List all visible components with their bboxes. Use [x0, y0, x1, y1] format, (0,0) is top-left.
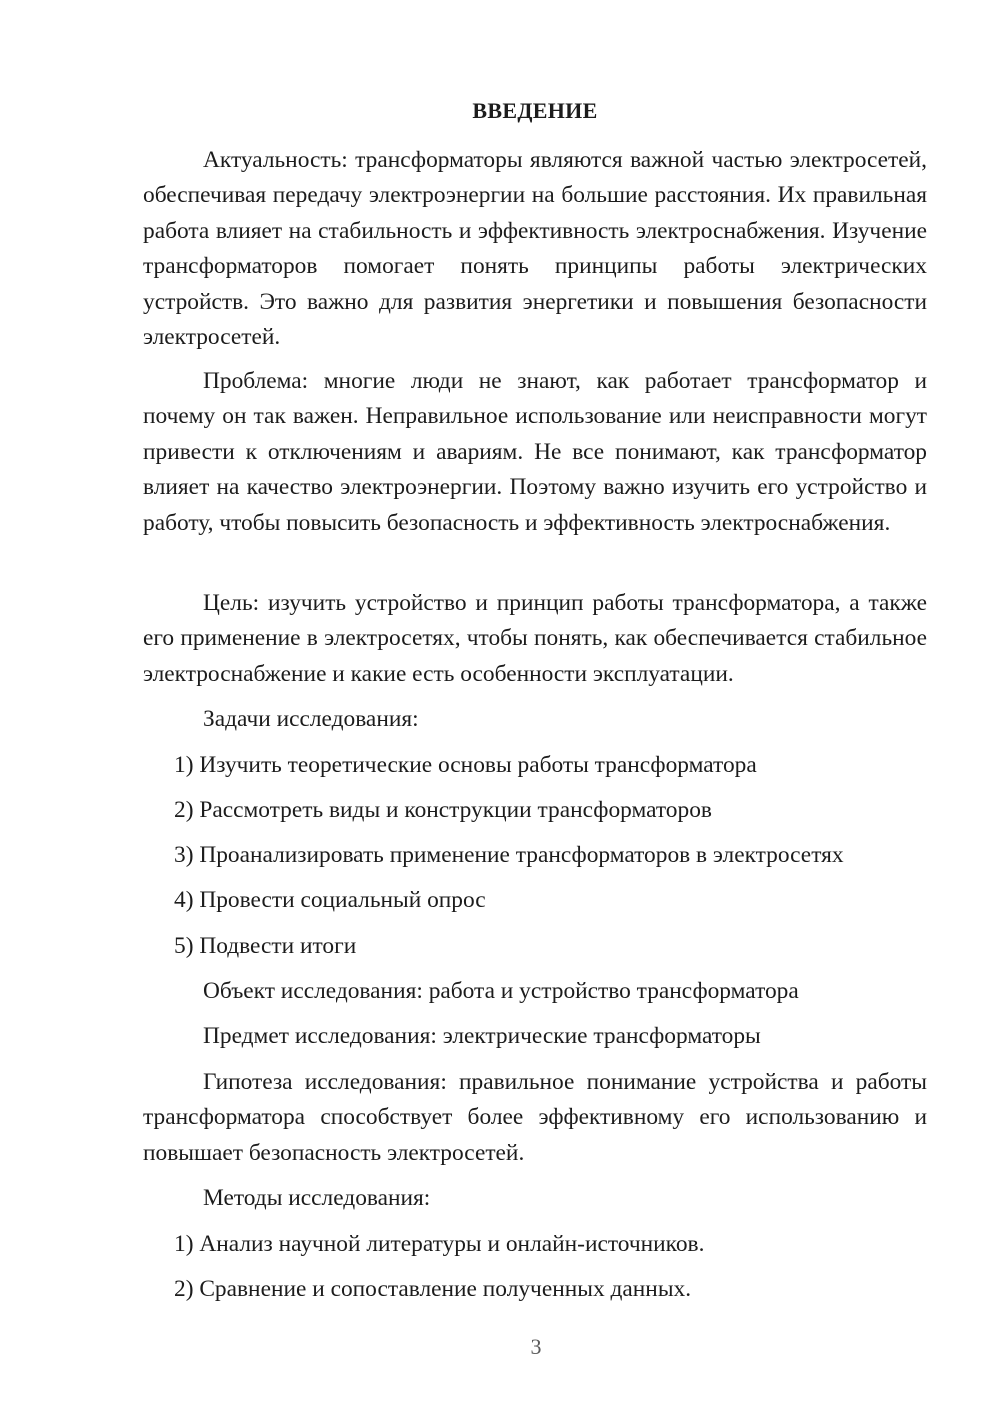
goal-paragraph: Цель: изучить устройство и принцип работы трансформатора, а также его применение в электросетях, чтобы понять, как обеспечивается стабильное электроснабжение и какие есть особенности эксплуатации.: [143, 590, 927, 687]
task-item: 3) Проанализировать применение трансформаторов в электросетях: [174, 842, 844, 868]
research-object: Объект исследования: работа и устройство трансформатора: [203, 978, 799, 1004]
tasks-heading: Задачи исследования:: [203, 706, 419, 732]
page-title: ВВЕДЕНИЕ: [472, 98, 598, 123]
page-number: 3: [530, 1334, 542, 1359]
method-item: 1) Анализ научной литературы и онлайн-источников.: [174, 1231, 705, 1257]
methods-heading: Методы исследования:: [203, 1185, 431, 1211]
task-item: 5) Подвести итоги: [174, 933, 357, 959]
hypothesis-paragraph: Гипотеза исследования: правильное понимание устройства и работы трансформатора способствует более эффективному его использованию и повышает безопасность электросетей.: [143, 1069, 927, 1166]
task-item: 2) Рассмотреть виды и конструкции трансформаторов: [174, 797, 712, 823]
task-item: 1) Изучить теоретические основы работы трансформатора: [174, 752, 757, 778]
method-item: 2) Сравнение и сопоставление полученных данных.: [174, 1276, 692, 1302]
task-item: 4) Провести социальный опрос: [174, 887, 486, 913]
research-subject: Предмет исследования: электрические трансформаторы: [203, 1023, 761, 1049]
relevance-paragraph: Актуальность: трансформаторы являются важной частью электросетей, обеспечивая передачу электроэнергии на большие расстояния. Их правильная работа влияет на стабильность и эффективность электроснабжения. Изучение трансформаторов помогает понять принципы работы электрических устройств. Это важно для развития энергетики и повышения безопасности электросетей.: [143, 147, 927, 351]
problem-paragraph: Проблема: многие люди не знают, как работает трансформатор и почему он так важен. Неправильное использование или неисправности могут привести к отключениям и авариям. Не все понимают, как трансформатор влияет на качество электроэнергии. Поэтому важно изучить его устройство и работу, чтобы повысить безопасность и эффективность электроснабжения.: [143, 368, 927, 536]
